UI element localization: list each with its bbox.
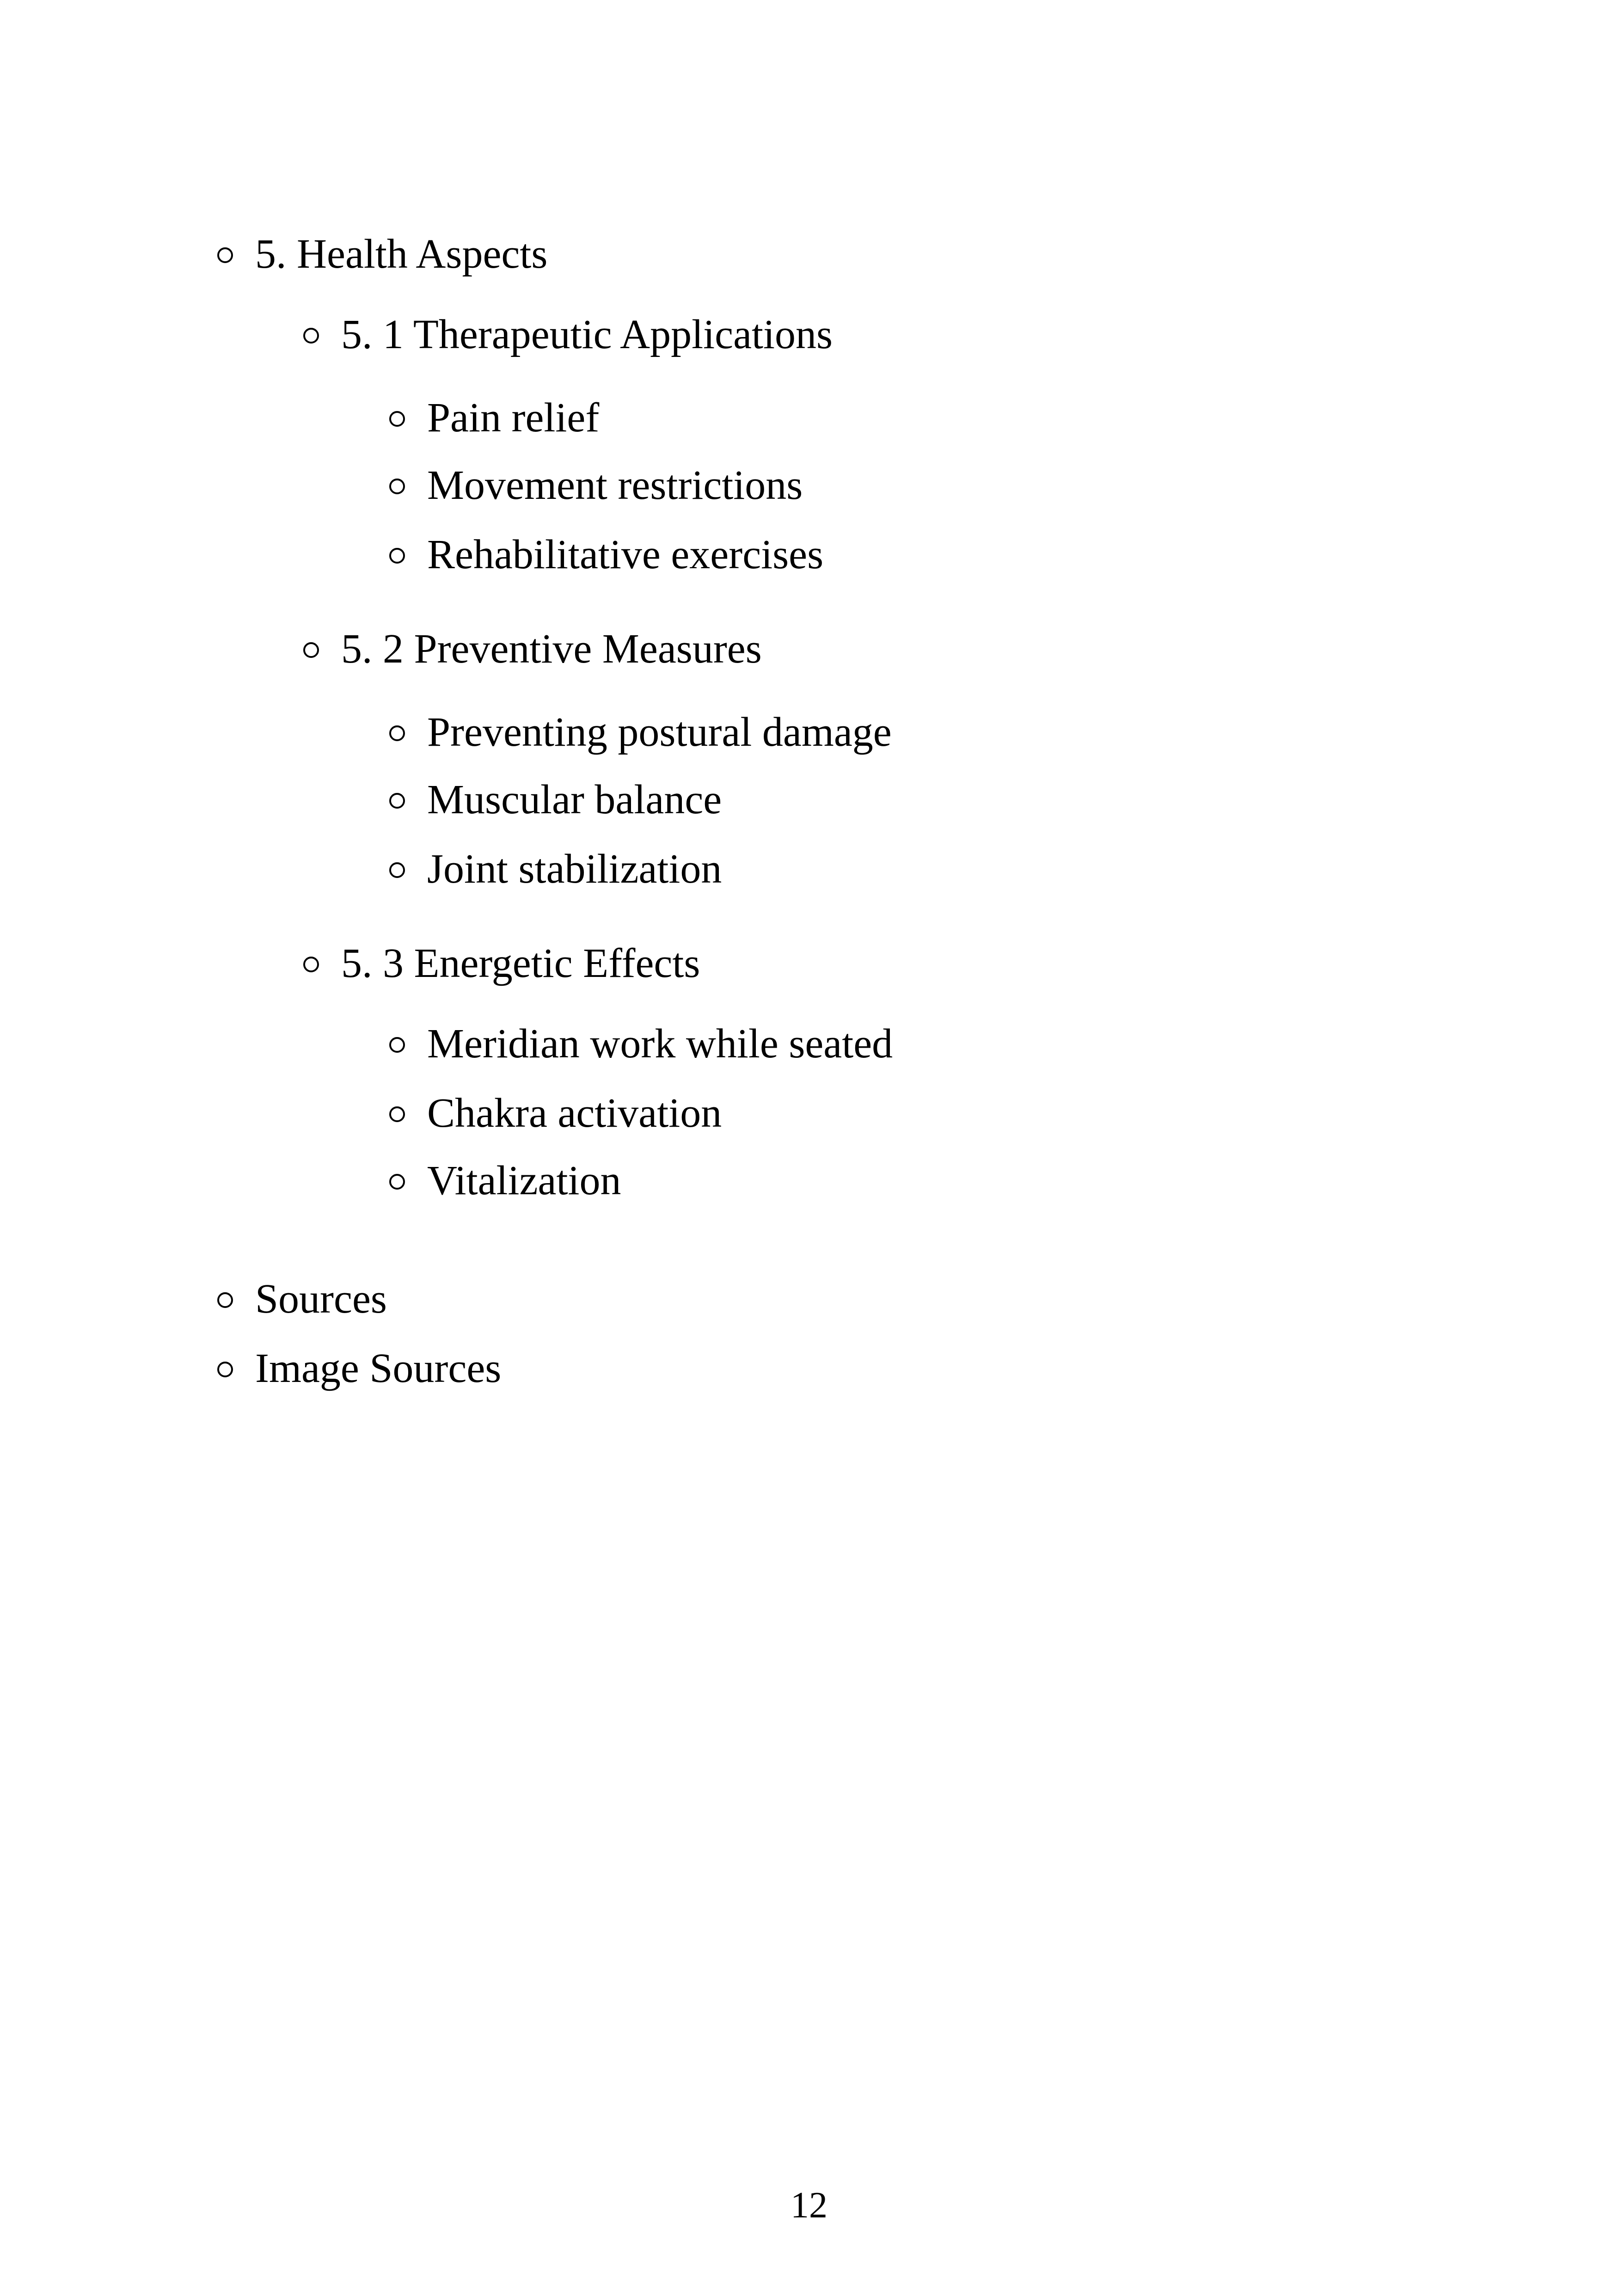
hollow-circle-bullet-icon: [389, 862, 405, 878]
toc-entry-label: Preventing postural damage: [427, 709, 892, 755]
toc-entry-preventive-measures: [303, 621, 762, 677]
toc-entry-health-aspects: [217, 227, 547, 282]
toc-entry-therapeutic-applications: [303, 307, 833, 362]
toc-entry-energetic-effects: [303, 936, 700, 991]
hollow-circle-bullet-icon: [303, 642, 319, 658]
toc-entry-sources: [217, 1271, 387, 1327]
hollow-circle-bullet-icon: [303, 957, 319, 972]
hollow-circle-bullet-icon: [217, 247, 233, 263]
hollow-circle-bullet-icon: [389, 1106, 405, 1122]
toc-entry-label: Vitalization: [427, 1158, 621, 1203]
toc-entry-label: Image Sources: [255, 1345, 502, 1391]
hollow-circle-bullet-icon: [389, 548, 405, 564]
toc-entry-label: Joint stabilization: [427, 846, 722, 892]
hollow-circle-bullet-icon: [389, 793, 405, 809]
hollow-circle-bullet-icon: [389, 1174, 405, 1190]
hollow-circle-bullet-icon: [217, 1292, 233, 1308]
toc-entry-label: Rehabilitative exercises: [427, 532, 824, 577]
toc-entry-pain-relief: [389, 390, 599, 446]
toc-entry-label: Pain relief: [427, 395, 600, 441]
toc-entry-joint-stabilization: [389, 841, 722, 897]
toc-entry-label: 5. 1 Therapeutic Applications: [341, 312, 833, 357]
toc-entry-label: 5. Health Aspects: [255, 231, 548, 277]
toc-entry-vitalization: [389, 1153, 621, 1209]
hollow-circle-bullet-icon: [389, 479, 405, 494]
hollow-circle-bullet-icon: [217, 1362, 233, 1377]
toc-entry-label: Sources: [255, 1276, 387, 1322]
toc-entry-label: Chakra activation: [427, 1090, 722, 1136]
toc-entry-label: Movement restrictions: [427, 462, 803, 508]
toc-entry-label: Muscular balance: [427, 777, 722, 823]
hollow-circle-bullet-icon: [389, 725, 405, 741]
hollow-circle-bullet-icon: [389, 1037, 405, 1053]
toc-entry-muscular-balance: [389, 772, 722, 828]
toc-entry-label: 5. 3 Energetic Effects: [341, 940, 700, 986]
hollow-circle-bullet-icon: [303, 328, 319, 344]
page-number: 12: [791, 2185, 827, 2226]
toc-entry-image-sources: [217, 1341, 501, 1396]
hollow-circle-bullet-icon: [389, 411, 405, 427]
toc-entry-rehabilitative-exercises: [389, 527, 823, 583]
toc-entry-preventing-postural-damage: [389, 705, 892, 760]
toc-entry-movement-restrictions: [389, 458, 803, 513]
toc-entry-label: Meridian work while seated: [427, 1021, 893, 1067]
toc-entry-meridian-work: [389, 1016, 893, 1072]
toc-entry-label: 5. 2 Preventive Measures: [341, 626, 762, 672]
toc-entry-chakra-activation: [389, 1086, 722, 1141]
